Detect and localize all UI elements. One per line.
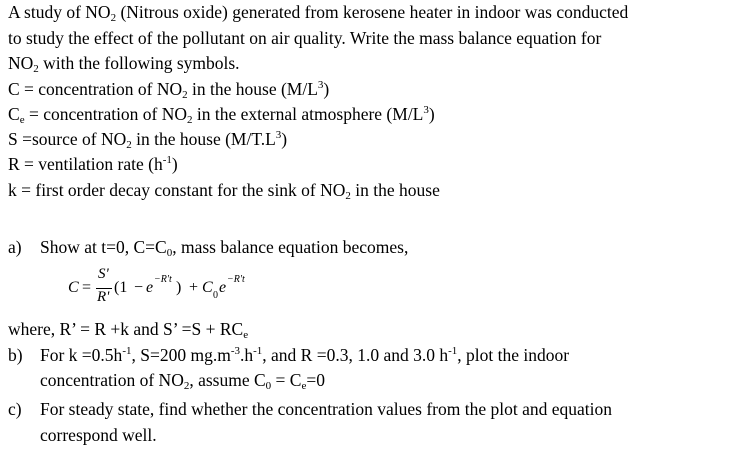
mass-balance-equation	[68, 263, 328, 313]
intro-text: to study the effect of the pollutant on air quality. Write the mass balance equation for	[8, 28, 602, 48]
text: For k =0.5h	[40, 345, 123, 365]
text: S =source of NO	[8, 129, 127, 149]
superscript: -3	[230, 345, 240, 357]
superscript: -1	[122, 345, 132, 357]
superscript: 3	[317, 79, 324, 91]
subscript: 2	[126, 139, 132, 151]
superscript: -1	[162, 154, 172, 166]
eq-exponent: −R't	[154, 274, 172, 285]
text: where, R’ = R +k and S’ =S + RC	[8, 319, 244, 339]
symbol-s-definition	[8, 128, 287, 150]
subscript: 2	[182, 89, 188, 101]
text: Show at t=0, C=C	[40, 237, 167, 257]
superscript: 3	[423, 104, 429, 116]
subscript: 0	[265, 380, 272, 392]
subscript: e	[301, 380, 307, 392]
eq-paren-close: )	[176, 279, 182, 296]
eq-lhs: C	[68, 279, 79, 296]
text: C = concentration of NO	[8, 79, 183, 99]
eq-paren-open: (1	[114, 279, 128, 296]
text: )	[323, 79, 330, 99]
part-b-line-2	[40, 369, 325, 391]
eq-exp-base: e	[219, 279, 227, 296]
text: in the external atmosphere (M/L	[192, 104, 424, 124]
subscript: 2	[187, 114, 193, 126]
intro-text: with the following symbols.	[38, 53, 240, 73]
part-b-text	[40, 344, 569, 366]
text: , S=200 mg.m	[131, 345, 231, 365]
text: correspond well.	[40, 425, 157, 445]
eq-c0-subscript: 0	[213, 290, 218, 301]
intro-line-3	[8, 52, 240, 74]
eq-minus: −	[134, 279, 144, 296]
text: )	[281, 129, 288, 149]
text: concentration of NO	[40, 370, 184, 390]
subscript: 0	[166, 247, 173, 259]
eq-plus: +	[189, 279, 199, 296]
text: = C	[271, 370, 302, 390]
text: , plot the indoor	[457, 345, 570, 365]
intro-text: NO	[8, 53, 34, 73]
part-c-text: For steady state, find whether the concentration values from the plot and equation	[40, 399, 612, 419]
symbol-k-definition	[8, 179, 440, 201]
superscript: 3	[275, 129, 282, 141]
text: , assume C	[189, 370, 266, 390]
text: , mass balance equation becomes,	[172, 237, 409, 257]
eq-c0: C	[202, 279, 213, 296]
part-a-text	[40, 236, 408, 258]
part-b-label: b)	[8, 345, 23, 365]
part-c-label: c)	[8, 399, 22, 419]
text: .h	[239, 345, 254, 365]
eq-numerator: S'	[98, 266, 109, 282]
text: in the house (M/L	[187, 79, 318, 99]
intro-text: A study of NO	[8, 2, 111, 22]
subscript: 2	[110, 12, 117, 24]
text: )	[428, 104, 435, 124]
symbol-r-definition	[8, 153, 178, 175]
text: , and R =0.3, 1.0 and 3.0 h	[262, 345, 449, 365]
subscript: e	[243, 329, 249, 341]
intro-line-1	[8, 1, 628, 23]
superscript: -1	[448, 345, 458, 357]
text: C	[8, 104, 20, 124]
intro-line-2	[8, 27, 601, 49]
intro-text: (Nitrous oxide) generated from kerosene heater in indoor was conducted	[116, 2, 629, 22]
eq-equals: =	[82, 279, 92, 296]
superscript: -1	[253, 345, 263, 357]
text: R = ventilation rate (h	[8, 154, 163, 174]
eq-exponent: −R't	[227, 274, 245, 285]
part-a-label: a)	[8, 237, 22, 257]
symbol-c-definition	[8, 78, 329, 100]
text: = concentration of NO	[24, 104, 188, 124]
text: in the house (M/T.L	[131, 129, 276, 149]
text: )	[171, 154, 178, 174]
part-c-line-2	[40, 424, 157, 446]
where-line	[8, 318, 248, 340]
eq-denominator: R'	[97, 289, 110, 305]
eq-exp-base: e	[146, 279, 154, 296]
subscript: 2	[33, 63, 39, 75]
text: in the house	[350, 180, 440, 200]
text: =0	[306, 370, 325, 390]
symbol-ce-definition	[8, 103, 435, 125]
subscript: 2	[183, 380, 190, 392]
subscript: e	[19, 114, 25, 126]
subscript: 2	[345, 190, 351, 202]
text: k = first order decay constant for the sink of NO	[8, 180, 346, 200]
